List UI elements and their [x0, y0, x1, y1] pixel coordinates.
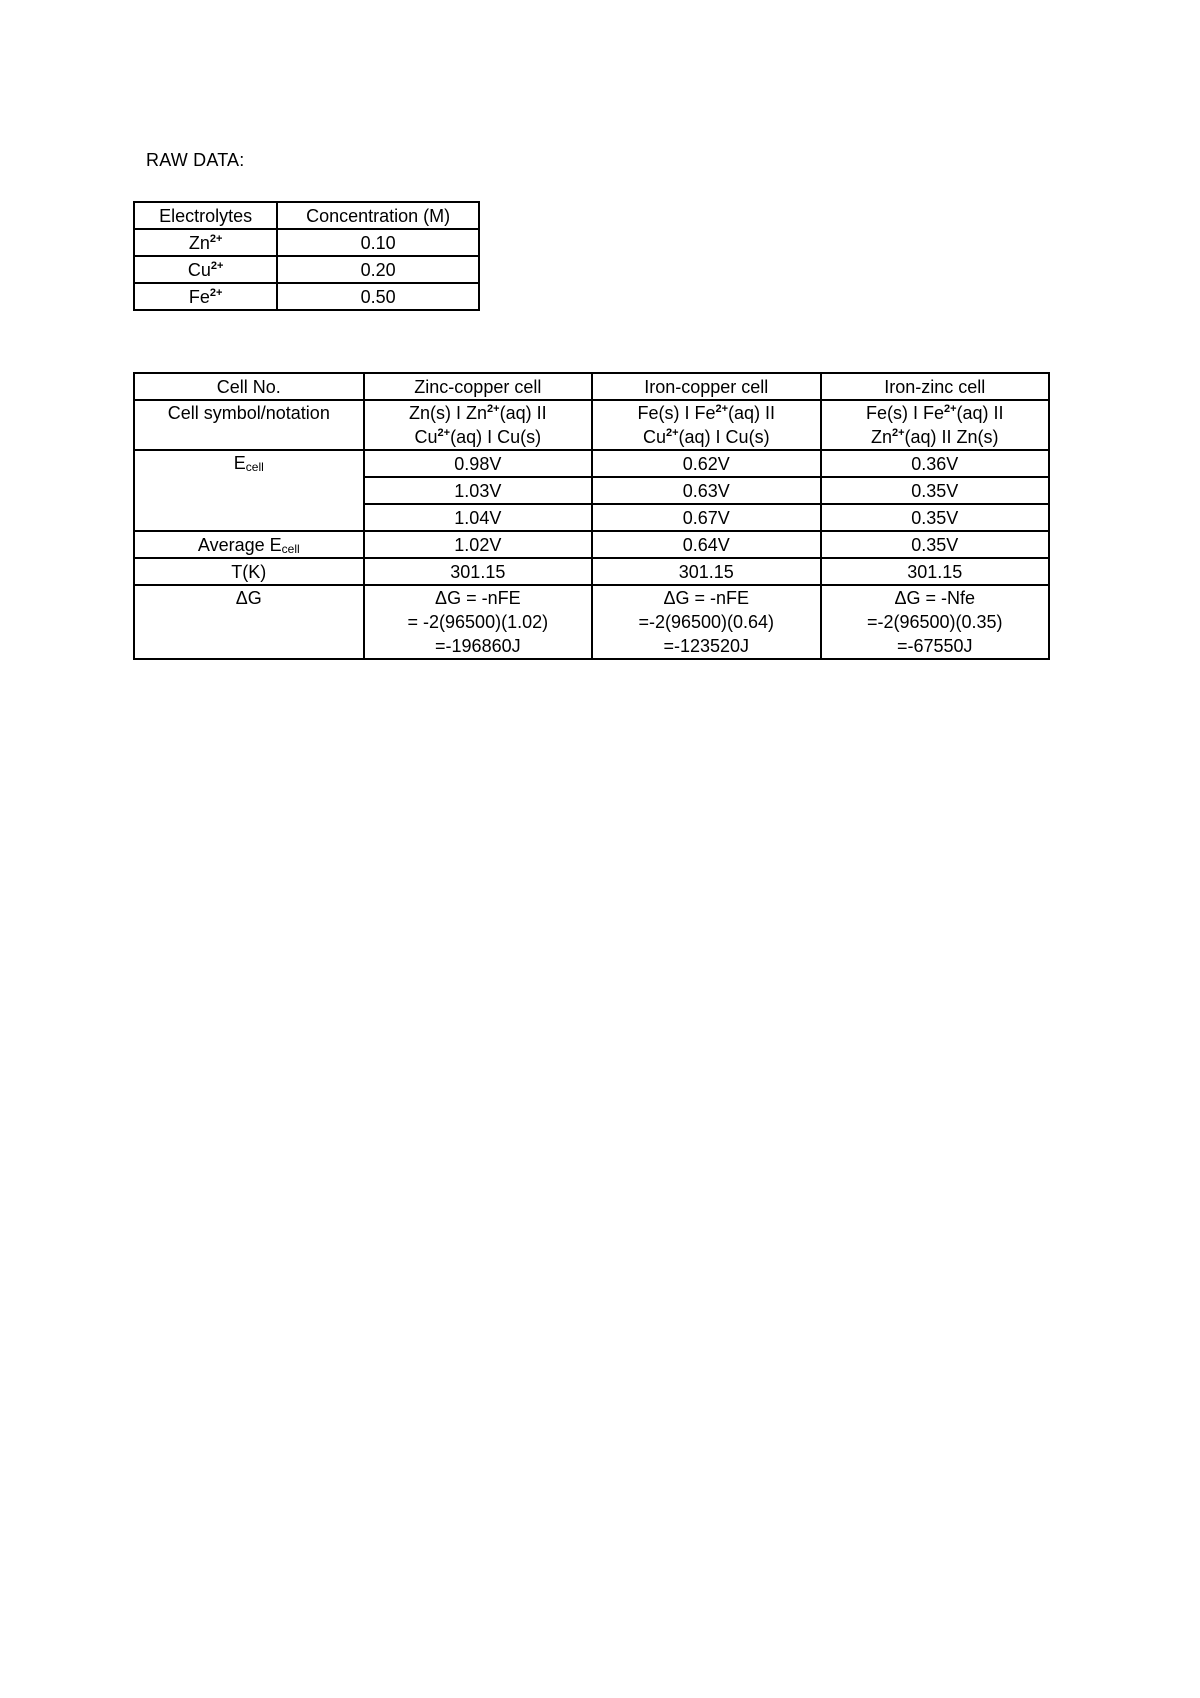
ecell-value: 1.04V [364, 504, 592, 531]
notation-cell: Fe(s) I $Fe^{2+}(aq)$ II $Zn^{2+}(aq)$ II Zn(s) [821, 400, 1050, 450]
electrolytes-table [133, 201, 480, 311]
page-heading: RAW DATA: [146, 150, 245, 170]
cells-table [133, 372, 1050, 660]
notation-cell: Fe(s) I $Fe^{2+}(aq)$ II $Cu^{2+}(aq)$ I Cu(s) [592, 400, 820, 450]
gibbs-label: ΔG [134, 585, 364, 659]
average-label: Average $E_{cell}$ [134, 531, 364, 558]
temperature-value: 301.15 [592, 558, 820, 585]
header-zinc-copper: Zinc-copper cell [364, 373, 592, 400]
table-row [134, 283, 479, 310]
ecell-value: 0.35V [821, 477, 1050, 504]
ecell-label: $E_{cell}$ [134, 450, 364, 531]
ecell-value: 0.36V [821, 450, 1050, 477]
notation-row [134, 400, 1049, 450]
ion-cell: $Fe^{2+}$ [134, 283, 277, 310]
table-row [134, 256, 479, 283]
ecell-value: 0.62V [592, 450, 820, 477]
gibbs-calculation: ΔG = -Nfe =-2(96500)(0.35) =-67550J [821, 585, 1050, 659]
temperature-value: 301.15 [821, 558, 1050, 585]
table-header-row [134, 202, 479, 229]
table-header-row [134, 373, 1049, 400]
ecell-value: 1.03V [364, 477, 592, 504]
notation-cell: Zn(s) I $Zn^{2+}(aq)$ II $Cu^{2+}(aq)$ I Cu(s) [364, 400, 592, 450]
average-row [134, 531, 1049, 558]
concentration-cell: 0.50 [277, 283, 479, 310]
temperature-label: T(K) [134, 558, 364, 585]
notation-label: Cell symbol/notation [134, 400, 364, 450]
average-value: 0.64V [592, 531, 820, 558]
ion-cell: $Cu^{2+}$ [134, 256, 277, 283]
ion-cell: $Zn^{2+}$ [134, 229, 277, 256]
concentration-cell: 0.10 [277, 229, 479, 256]
temperature-value: 301.15 [364, 558, 592, 585]
gibbs-calculation: ΔG = -nFE = -2(96500)(1.02) =-196860J [364, 585, 592, 659]
gibbs-calculation: ΔG = -nFE =-2(96500)(0.64) =-123520J [592, 585, 820, 659]
header-electrolytes: Electrolytes [134, 202, 277, 229]
header-concentration: Concentration (M) [277, 202, 479, 229]
average-value: 0.35V [821, 531, 1050, 558]
average-value: 1.02V [364, 531, 592, 558]
header-cell-no: Cell No. [134, 373, 364, 400]
header-iron-copper: Iron-copper cell [592, 373, 820, 400]
ecell-value: 0.63V [592, 477, 820, 504]
ecell-row [134, 450, 1049, 477]
table-row [134, 229, 479, 256]
ecell-value: 0.98V [364, 450, 592, 477]
ecell-value: 0.35V [821, 504, 1050, 531]
temperature-row [134, 558, 1049, 585]
concentration-cell: 0.20 [277, 256, 479, 283]
header-iron-zinc: Iron-zinc cell [821, 373, 1050, 400]
gibbs-row [134, 585, 1049, 659]
ecell-value: 0.67V [592, 504, 820, 531]
